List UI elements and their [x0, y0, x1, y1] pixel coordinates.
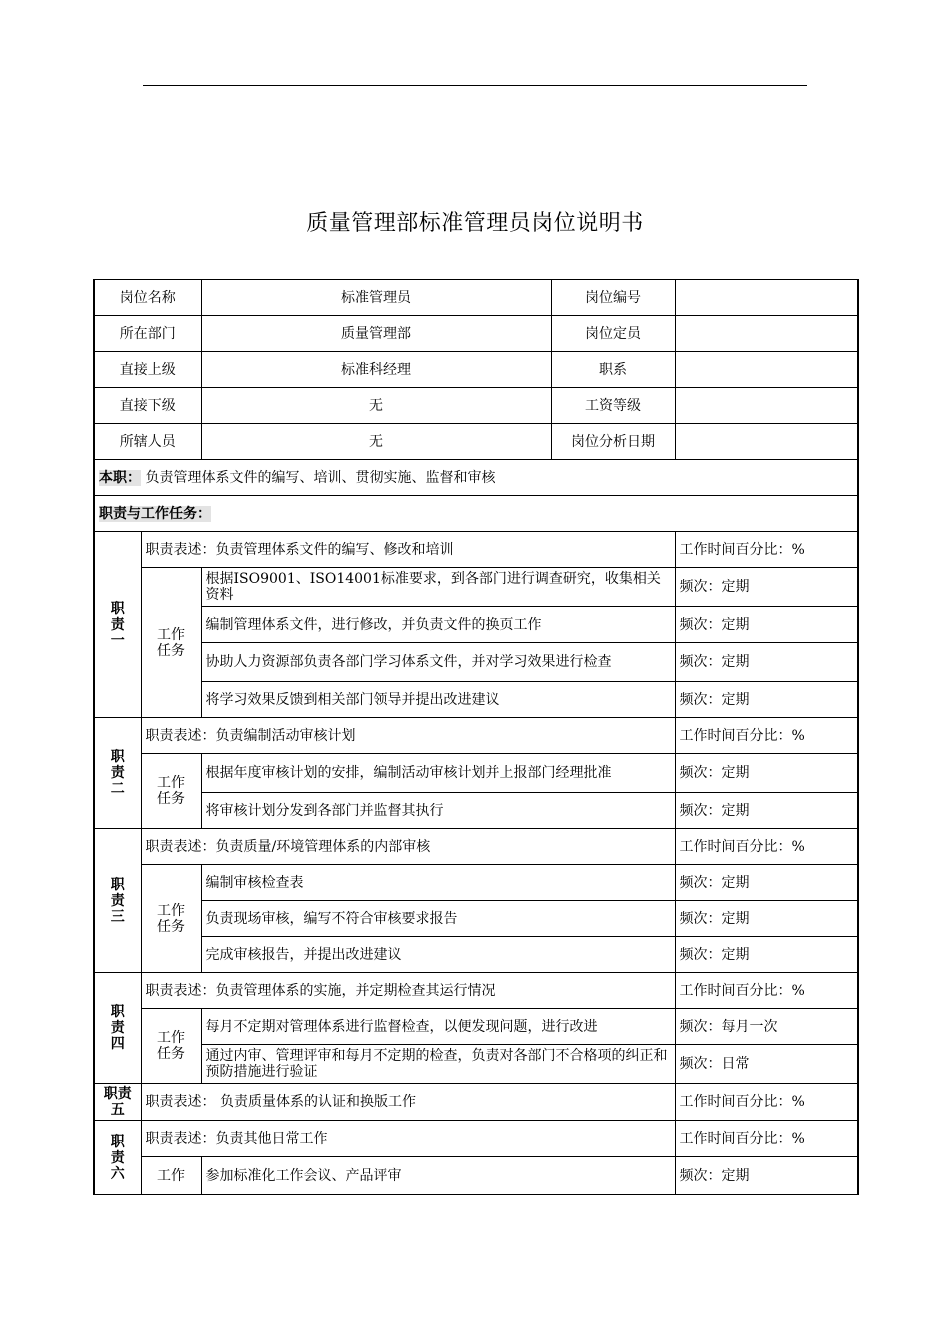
task-frequency: 频次：定期: [675, 901, 858, 937]
duty-6-label: 职 责 六: [94, 1121, 141, 1195]
duty-description-row: [94, 973, 858, 1009]
info-value: 无: [201, 388, 551, 424]
info-row: [94, 424, 858, 460]
task-frequency: 频次：定期: [675, 937, 858, 973]
info-value: 无: [201, 424, 551, 460]
task-text: 通过内审、管理评审和每月不定期的检查，负责对各部门不合格项的纠正和预防措施进行验证: [201, 1045, 675, 1084]
task-frequency: 频次：定期: [675, 643, 858, 682]
info-value: [675, 388, 858, 424]
task-label: 工作: [141, 1157, 201, 1195]
duties-header-cell: [94, 496, 858, 532]
header-rule: [143, 85, 807, 86]
info-row: [94, 280, 858, 316]
task-row: [94, 568, 858, 607]
task-text: 每月不定期对管理体系进行监督检查，以便发现问题，进行改进: [201, 1009, 675, 1045]
info-label: 工资等级: [551, 388, 675, 424]
duty-description-row: [94, 718, 858, 754]
task-row: [94, 901, 858, 937]
task-text: 根据年度审核计划的安排，编制活动审核计划并上报部门经理批准: [201, 754, 675, 793]
task-frequency: 频次：定期: [675, 793, 858, 829]
task-row: [94, 682, 858, 718]
task-text: 将学习效果反馈到相关部门领导并提出改进建议: [201, 682, 675, 718]
time-percentage: 工作时间百分比：%: [675, 718, 858, 754]
duty-description: 职责表述：负责编制活动审核计划: [141, 718, 675, 754]
info-label: 岗位分析日期: [551, 424, 675, 460]
duties-header: 职责与工作任务：: [99, 505, 211, 522]
time-percentage: 工作时间百分比：%: [675, 829, 858, 865]
info-value: [675, 424, 858, 460]
task-text: 编制管理体系文件，进行修改，并负责文件的换页工作: [201, 607, 675, 643]
time-percentage: 工作时间百分比：%: [675, 973, 858, 1009]
task-text: 编制审核检查表: [201, 865, 675, 901]
duty-5-label: 职责 五: [94, 1084, 141, 1121]
core-duty-row: [94, 460, 858, 496]
info-row: [94, 316, 858, 352]
duty-description-row: [94, 1121, 858, 1157]
info-row: [94, 388, 858, 424]
duty-description: 职责表述：负责质量/环境管理体系的内部审核: [141, 829, 675, 865]
duty-4-label: 职 责 四: [94, 973, 141, 1084]
task-frequency: 频次：每月一次: [675, 1009, 858, 1045]
info-label: 职系: [551, 352, 675, 388]
task-text: 协助人力资源部负责各部门学习体系文件，并对学习效果进行检查: [201, 643, 675, 682]
duty-description-row: [94, 1084, 858, 1121]
duty-description: 职责表述：负责管理体系文件的编写、修改和培训: [141, 532, 675, 568]
task-label: 工作 任务: [141, 1009, 201, 1084]
info-value: 标准管理员: [201, 280, 551, 316]
task-frequency: 频次：定期: [675, 754, 858, 793]
duty-description: 职责表述：负责其他日常工作: [141, 1121, 675, 1157]
duty-3-label: 职 责 三: [94, 829, 141, 973]
task-row: [94, 937, 858, 973]
task-label: 工作 任务: [141, 865, 201, 973]
info-label: 直接下级: [94, 388, 201, 424]
duty-description-row: [94, 532, 858, 568]
duty-description-row: [94, 829, 858, 865]
core-duty-cell: [94, 460, 858, 496]
task-text: 完成审核报告，并提出改进建议: [201, 937, 675, 973]
task-label: 工作 任务: [141, 754, 201, 829]
duty-1-label: 职 责 一: [94, 532, 141, 718]
duties-header-row: [94, 496, 858, 532]
core-duty-text: 负责管理体系文件的编写、培训、贯彻实施、监督和审核: [145, 469, 496, 486]
info-value: [675, 280, 858, 316]
document-title: 质量管理部标准管理员岗位说明书: [306, 211, 644, 236]
task-row: [94, 754, 858, 793]
info-value: [675, 352, 858, 388]
task-row: [94, 865, 858, 901]
task-label: 工作 任务: [141, 568, 201, 718]
info-value: 质量管理部: [201, 316, 551, 352]
task-row: [94, 1157, 858, 1195]
info-label: 岗位定员: [551, 316, 675, 352]
task-row: [94, 643, 858, 682]
task-frequency: 频次：日常: [675, 1045, 858, 1084]
info-label: 直接上级: [94, 352, 201, 388]
task-frequency: 频次：定期: [675, 607, 858, 643]
task-frequency: 频次：定期: [675, 568, 858, 607]
info-label: 岗位编号: [551, 280, 675, 316]
duty-description: 职责表述： 负责质量体系的认证和换版工作: [141, 1084, 675, 1121]
core-duty-label: 本职：: [99, 469, 141, 486]
task-frequency: 频次：定期: [675, 865, 858, 901]
task-frequency: 频次：定期: [675, 682, 858, 718]
job-description-table: [93, 279, 859, 1195]
duty-description: 职责表述：负责管理体系的实施，并定期检查其运行情况: [141, 973, 675, 1009]
time-percentage: 工作时间百分比：%: [675, 1121, 858, 1157]
info-label: 岗位名称: [94, 280, 201, 316]
duty-2-label: 职 责 二: [94, 718, 141, 829]
task-text: 将审核计划分发到各部门并监督其执行: [201, 793, 675, 829]
task-row: [94, 793, 858, 829]
task-text: 参加标准化工作会议、产品评审: [201, 1157, 675, 1195]
info-row: [94, 352, 858, 388]
task-row: [94, 1009, 858, 1045]
task-frequency: 频次：定期: [675, 1157, 858, 1195]
task-text: 根据ISO9001、ISO14001标准要求，到各部门进行调查研究，收集相关资料: [201, 568, 675, 607]
task-text: 负责现场审核，编写不符合审核要求报告: [201, 901, 675, 937]
time-percentage: 工作时间百分比：%: [675, 532, 858, 568]
task-row: [94, 607, 858, 643]
info-value: [675, 316, 858, 352]
time-percentage: 工作时间百分比：%: [675, 1084, 858, 1121]
info-label: 所在部门: [94, 316, 201, 352]
info-value: 标准科经理: [201, 352, 551, 388]
info-label: 所辖人员: [94, 424, 201, 460]
task-row: [94, 1045, 858, 1084]
